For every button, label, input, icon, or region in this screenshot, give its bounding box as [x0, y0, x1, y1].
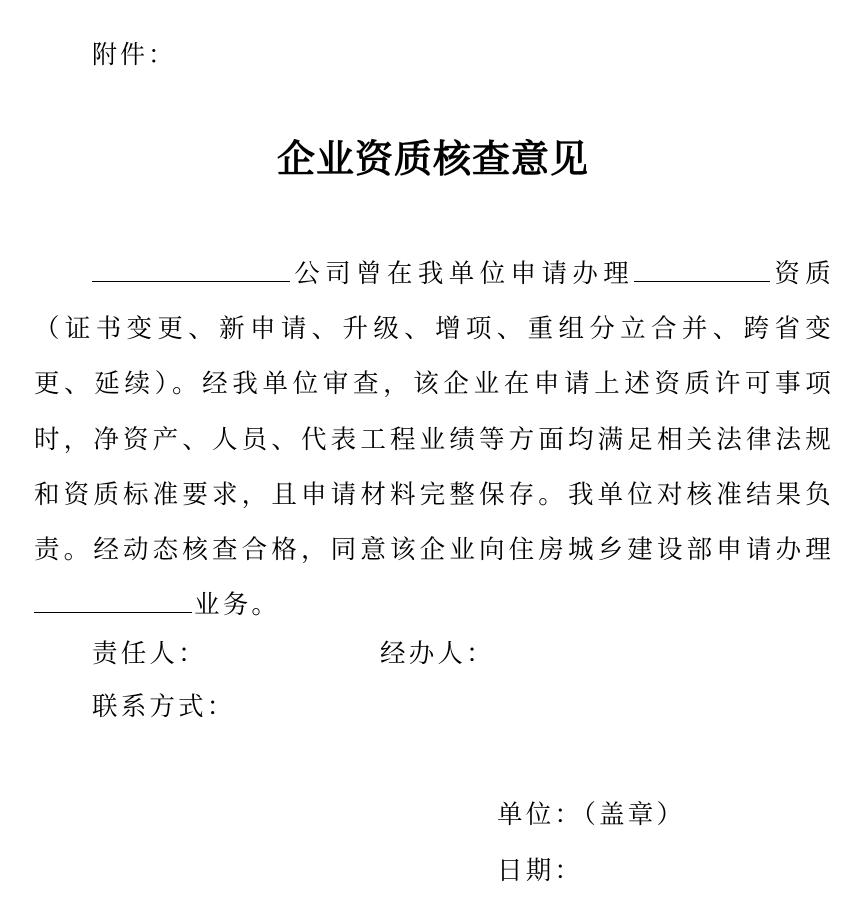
contact-method-label: 联系方式：	[92, 692, 236, 722]
date-label: 日期：	[497, 856, 584, 886]
responsible-person-label: 责任人：	[92, 639, 207, 669]
qualification-blank	[634, 259, 770, 282]
body-paragraph	[34, 247, 834, 633]
handler-label: 经办人：	[380, 639, 495, 669]
document-title: 企业资质核查意见	[276, 136, 589, 181]
body-text-part3: 业务。	[194, 590, 281, 621]
body-text-part2: 资质（证书变更、新申请、升级、增项、重组分立合并、跨省变更、延续）。经我单位审查，该企业在申请上述资质许可事项时，净资产、人员、代表工程业绩等方面均满足相关法律法规和资质标准要求，且申请材料完整保存。我单位对核准结果负责。经动态核查合格，同意该企业向住房城乡建设部申请办理	[34, 259, 835, 566]
unit-seal-label: 单位：（盖章）	[497, 800, 686, 830]
business-blank	[34, 590, 192, 613]
body-text-part1: 公司曾在我单位申请办理	[292, 259, 635, 289]
company-name-blank	[92, 259, 290, 282]
attachment-label: 附件：	[92, 40, 177, 69]
